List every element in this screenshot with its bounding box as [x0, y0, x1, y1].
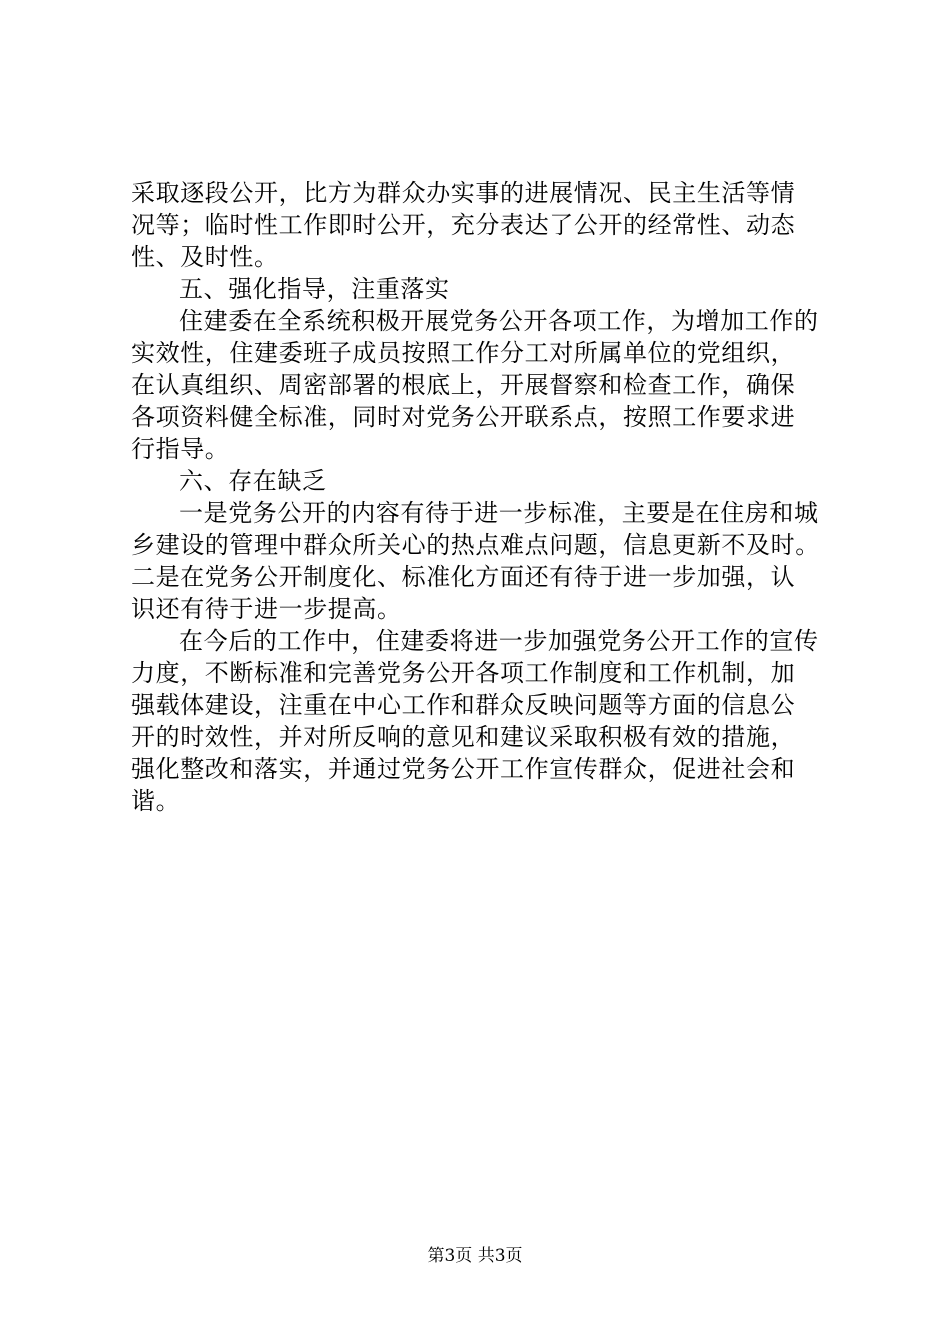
text-line: 强化整改和落实，并通过党务公开工作宣传群众，促进社会和	[131, 755, 796, 783]
text-line: 性、及时性。	[131, 243, 279, 271]
text-line: 强载体建设，注重在中心工作和群众反映问题等方面的信息公	[131, 691, 796, 719]
text-line: 开的时效性，并对所反响的意见和建议采取积极有效的措施，	[131, 723, 796, 751]
text-line: 二是在党务公开制度化、标准化方面还有待于进一步加强，认	[131, 563, 796, 591]
text-line: 各项资料健全标准，同时对党务公开联系点，按照工作要求进	[131, 403, 796, 431]
section-heading: 六、存在缺乏	[179, 467, 327, 495]
text-line: 力度，不断标准和完善党务公开各项工作制度和工作机制，加	[131, 659, 796, 687]
text-line: 在今后的工作中，住建委将进一步加强党务公开工作的宣传	[179, 627, 819, 655]
text-line: 乡建设的管理中群众所关心的热点难点问题，信息更新不及时。	[131, 531, 820, 559]
text-line: 一是党务公开的内容有待于进一步标准，主要是在住房和城	[179, 499, 819, 527]
text-line: 实效性，住建委班子成员按照工作分工对所属单位的党组织，	[131, 339, 796, 367]
text-line: 识还有待于进一步提高。	[131, 595, 402, 623]
text-line: 行指导。	[131, 435, 230, 463]
text-line: 况等；临时性工作即时公开，充分表达了公开的经常性、动态	[131, 211, 796, 239]
text-line: 谐。	[131, 787, 181, 815]
text-line: 住建委在全系统积极开展党务公开各项工作，为增加工作的	[179, 307, 819, 335]
section-heading: 五、强化指导，注重落实	[179, 275, 450, 303]
page-number-footer: 第3页 共3页	[427, 1246, 523, 1266]
text-line: 采取逐段公开，比方为群众办实事的进展情况、民主生活等情	[131, 179, 796, 207]
text-line: 在认真组织、周密部署的根底上，开展督察和检查工作，确保	[131, 371, 796, 399]
